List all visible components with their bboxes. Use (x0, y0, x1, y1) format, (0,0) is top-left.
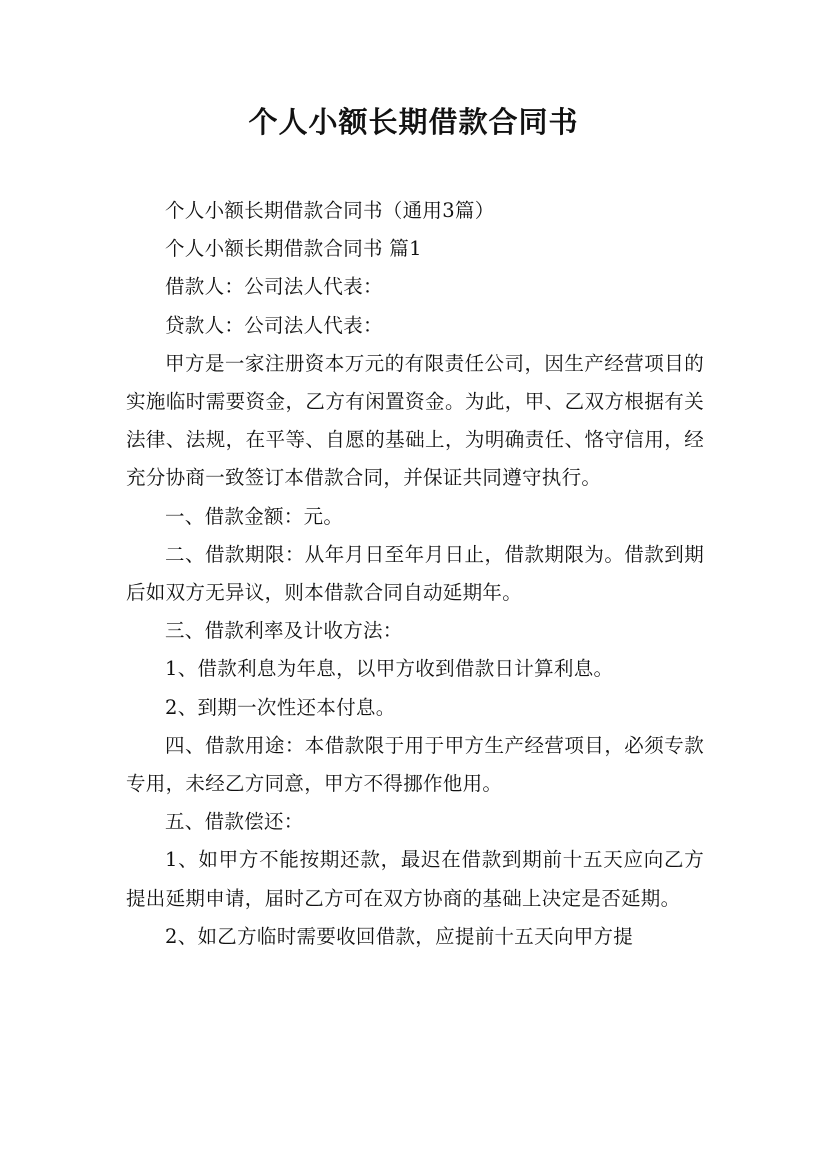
paragraph-clause-interest: 三、借款利率及计收方法： (165, 619, 403, 643)
paragraph-collection-heading: 个人小额长期借款合同书（通用3篇） (165, 199, 495, 222)
paragraph-interest-item-2: 2、到期一次性还本付息。 (165, 695, 396, 719)
paragraph-lender: 贷款人：公司法人代表： (165, 313, 383, 337)
paragraph-repayment-item-1: 1、如甲方不能按期还款，最迟在借款到期前十五天应向乙方提出延期申请，届时乙方可在双方协商的基础上决定是否延期。 (126, 848, 704, 910)
paragraph-clause-purpose: 四、借款用途：本借款限于用于甲方生产经营项目，必须专款专用，未经乙方同意，甲方不得挪作他用。 (126, 733, 704, 796)
paragraph-borrower: 借款人：公司法人代表： (165, 275, 383, 299)
paragraph-clause-term: 二、借款期限：从年月日至年月日止，借款期限为。借款到期后如双方无异议，则本借款合同自动延期年。 (126, 542, 704, 605)
paragraph-clause-amount: 一、借款金额：元。 (165, 504, 344, 528)
paragraph-repayment-item-2: 2、如乙方临时需要收回借款，应提前十五天向甲方提 (165, 924, 634, 948)
paragraph-interest-item-1: 1、借款利息为年息，以甲方收到借款日计算利息。 (165, 657, 614, 681)
document-title: 个人小额长期借款合同书 (248, 105, 579, 139)
paragraph-clause-repayment: 五、借款偿还： (165, 810, 304, 834)
paragraph-section-heading: 个人小额长期借款合同书 篇1 (165, 237, 422, 261)
paragraph-preamble: 甲方是一家注册资本万元的有限责任公司，因生产经营项目的实施临时需要资金，乙方有闲置资金。为此，甲、乙双方根据有关法律、法规，在平等、自愿的基础上，为明确责任、恪守信用，经充分协商一致签订本借款合同，并保证共同遵守执行。 (126, 351, 704, 490)
document-body (126, 192, 704, 956)
